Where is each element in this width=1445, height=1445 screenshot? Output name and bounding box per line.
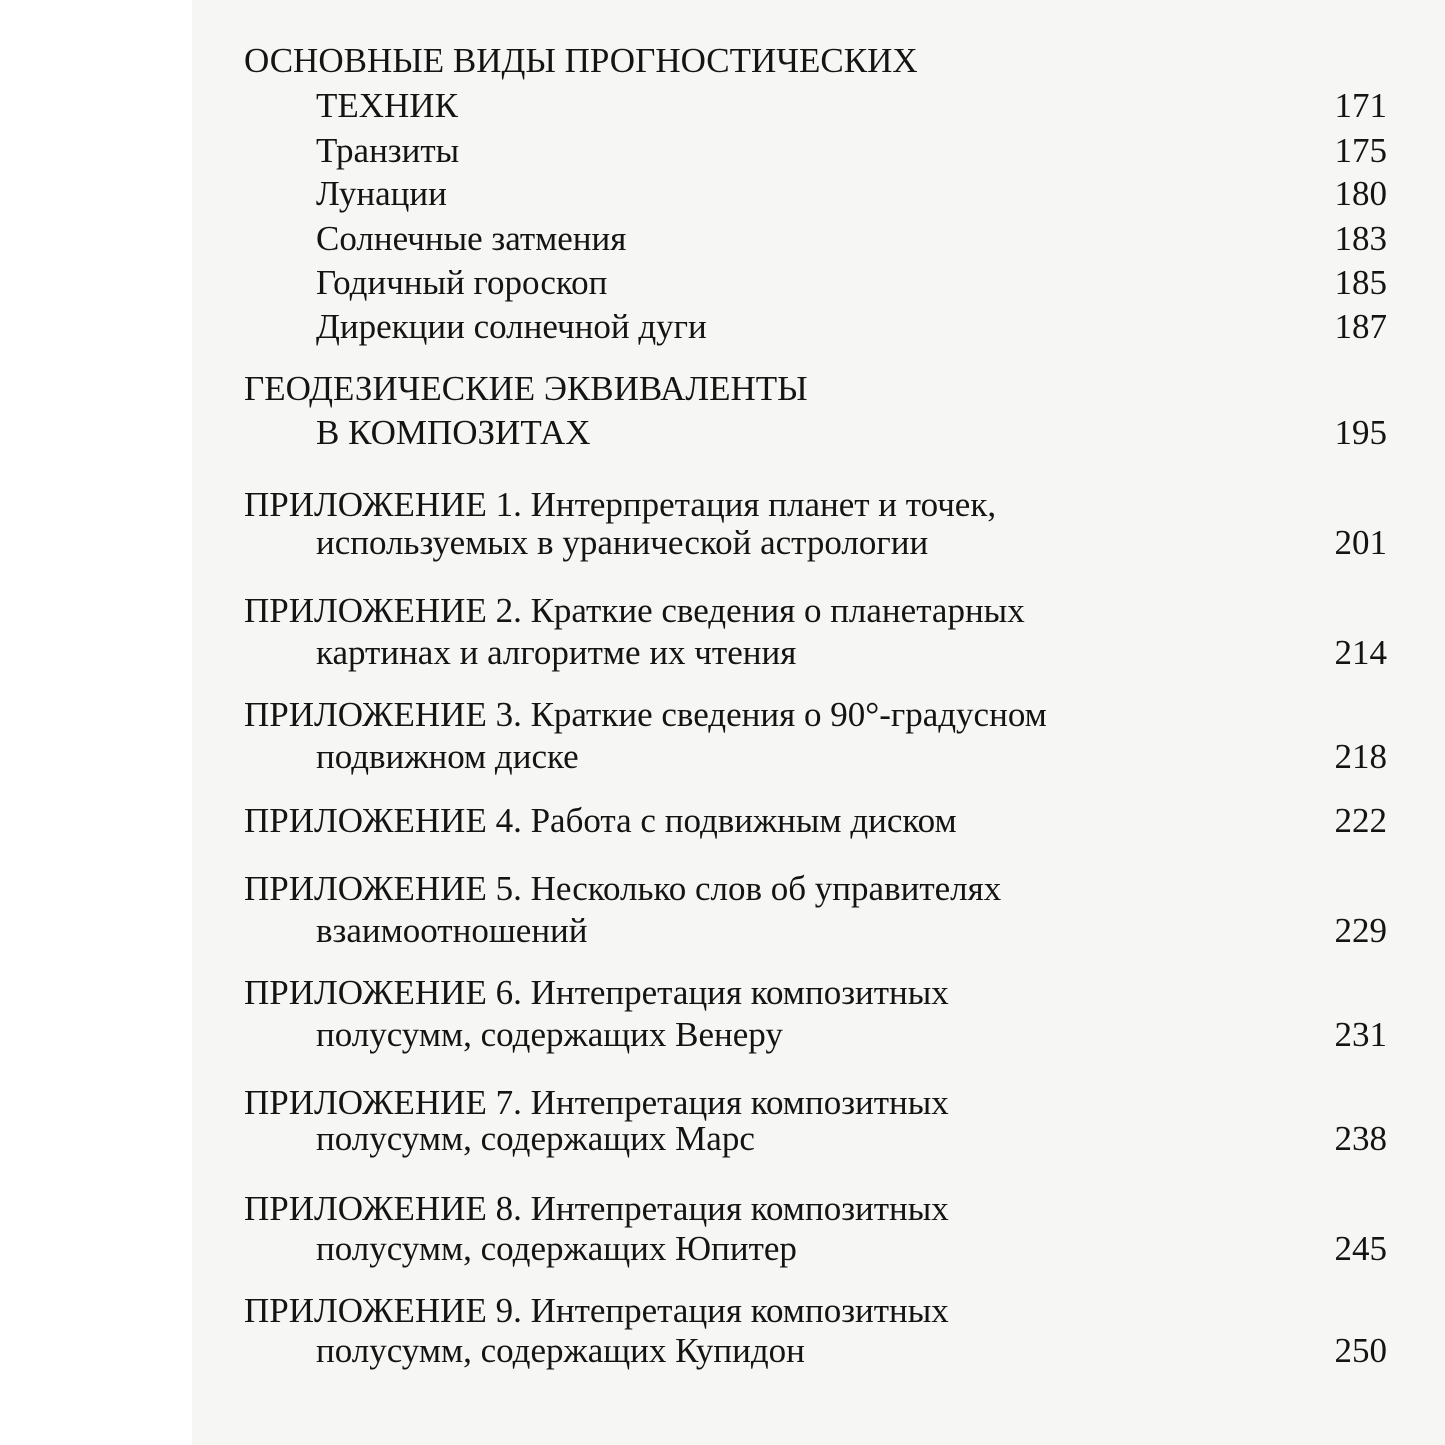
toc-entry-page-number: 222	[1334, 801, 1387, 840]
toc-entry-title: Солнечные затмения	[316, 219, 627, 258]
toc-entry-page-number: 187	[1334, 307, 1387, 346]
toc-entry-title: ПРИЛОЖЕНИЕ 2. Краткие сведения о планетарных	[244, 591, 1025, 630]
toc-entry-page-number: 201	[1334, 523, 1387, 562]
toc-entry-title: используемых в уранической астрологии	[316, 523, 929, 562]
toc-entry-page-number: 238	[1334, 1119, 1387, 1158]
toc-entry-title: ПРИЛОЖЕНИЕ 9. Интепретация композитных	[244, 1291, 949, 1330]
toc-entry-page-number: 218	[1334, 737, 1387, 776]
book-page	[192, 0, 1445, 1445]
toc-entry-page-number: 183	[1334, 219, 1387, 258]
toc-entry-page-number: 214	[1334, 633, 1387, 672]
toc-entry-page-number: 245	[1334, 1229, 1387, 1268]
toc-entry-title: ОСНОВНЫЕ ВИДЫ ПРОГНОСТИЧЕСКИХ	[244, 41, 918, 80]
toc-entry-title: Лунации	[316, 174, 447, 213]
toc-entry-title: полусумм, содержащих Марс	[316, 1119, 755, 1158]
toc-entry-title: ПРИЛОЖЕНИЕ 3. Краткие сведения о 90°-градусном	[244, 695, 1047, 734]
toc-entry-page-number: 195	[1334, 413, 1387, 452]
toc-entry-title: полусумм, содержащих Венеру	[316, 1015, 783, 1054]
toc-entry-title: ПРИЛОЖЕНИЕ 7. Интепретация композитных	[244, 1083, 949, 1122]
toc-entry-title: полусумм, содержащих Купидон	[316, 1331, 805, 1370]
toc-entry-page-number: 231	[1334, 1015, 1387, 1054]
toc-entry-title: ПРИЛОЖЕНИЕ 1. Интерпретация планет и точек,	[244, 485, 997, 524]
toc-entry-title: взаимоотношений	[316, 911, 588, 950]
toc-entry-title: ПРИЛОЖЕНИЕ 5. Несколько слов об управителях	[244, 869, 1002, 908]
toc-entry-title: ПРИЛОЖЕНИЕ 8. Интепретация композитных	[244, 1189, 949, 1228]
toc-entry-page-number: 175	[1334, 131, 1387, 170]
toc-entry-page-number: 171	[1334, 86, 1387, 125]
toc-entry-title: ТЕХНИК	[316, 86, 458, 125]
toc-entry-title: Дирекции солнечной дуги	[316, 307, 707, 346]
toc-entry-title: ПРИЛОЖЕНИЕ 6. Интепретация композитных	[244, 973, 949, 1012]
table-of-contents	[192, 0, 1445, 1445]
toc-entry-title: картинах и алгоритме их чтения	[316, 633, 797, 672]
toc-entry-title: ПРИЛОЖЕНИЕ 4. Работа с подвижным диском	[244, 801, 957, 840]
toc-entry-title: Транзиты	[316, 131, 460, 170]
toc-entry-page-number: 250	[1334, 1331, 1387, 1370]
toc-entry-title: подвижном диске	[316, 737, 579, 776]
toc-entry-page-number: 180	[1334, 174, 1387, 213]
toc-entry-title: В КОМПОЗИТАХ	[316, 413, 591, 452]
toc-entry-title: полусумм, содержащих Юпитер	[316, 1229, 797, 1268]
toc-entry-title: Годичный гороскоп	[316, 263, 608, 302]
toc-entry-title: ГЕОДЕЗИЧЕСКИЕ ЭКВИВАЛЕНТЫ	[244, 369, 808, 408]
toc-entry-page-number: 185	[1334, 263, 1387, 302]
toc-entry-page-number: 229	[1334, 911, 1387, 950]
